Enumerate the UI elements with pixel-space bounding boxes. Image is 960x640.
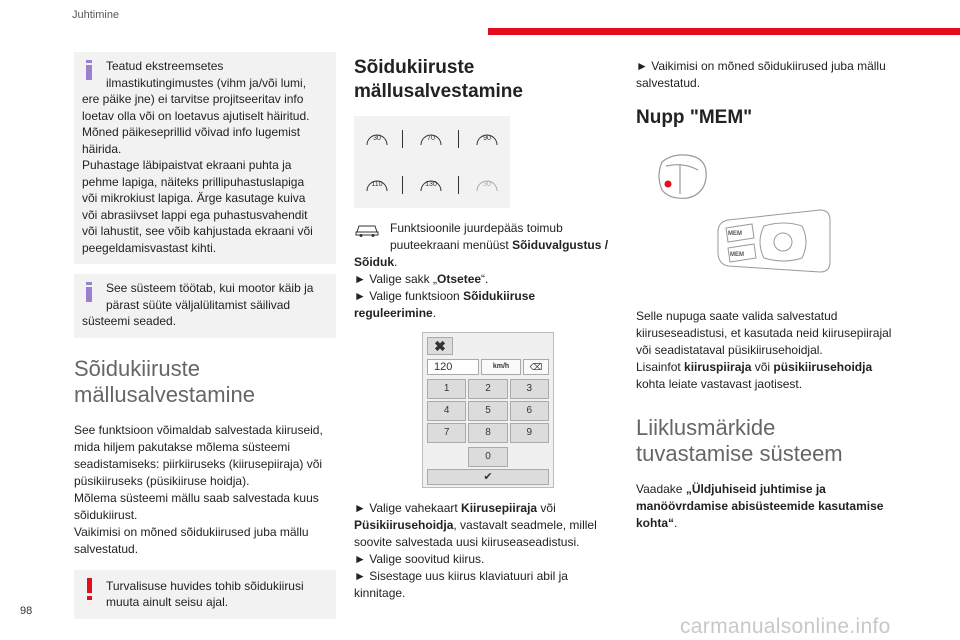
- key-0[interactable]: 0: [468, 447, 507, 467]
- key-7[interactable]: 7: [427, 423, 466, 443]
- note-line: süsteemi seaded.: [82, 314, 177, 328]
- column-left: [74, 52, 336, 629]
- separator: [458, 176, 459, 194]
- note-line: ere päike jne) ei tarvitse projitseeritav info: [82, 92, 304, 106]
- section-heading-memory: Sõidukiiruste mällusalvestamine: [74, 355, 255, 407]
- note-line: või abrasiivset lappi ega puhastusvahendit: [82, 207, 308, 222]
- see-reference: Vaadake „Üldjuhiseid juhtimise ja manöövrdamise abisüsteemide kasutamise kohta“.: [636, 482, 884, 530]
- note-line: loetav olla või on loetavus ajutiselt häiritud.: [82, 108, 310, 123]
- key-3[interactable]: 3: [510, 379, 549, 399]
- note-line: Teatud ekstreemsetes: [106, 59, 224, 73]
- column-middle: [354, 56, 616, 602]
- column-right: [636, 58, 898, 532]
- confirm-icon[interactable]: ✔: [427, 469, 549, 485]
- steering-wheel-icon: [644, 142, 844, 282]
- mem-label-top: MEM: [728, 231, 742, 237]
- note-line: või lahustit, see võib kahjustada ekraani või: [82, 224, 313, 238]
- header-accent-bar: [488, 28, 960, 35]
- separator: [402, 176, 403, 194]
- speed-gauge-icon: 110: [364, 174, 390, 194]
- info-note-settings: [74, 274, 336, 338]
- note-line: muuta ainult seisu ajal.: [106, 595, 229, 609]
- speed-gauge-icon: 130: [418, 174, 444, 194]
- numeric-keypad: [427, 379, 549, 443]
- speed-gauge-icon: 90: [474, 128, 500, 148]
- key-4[interactable]: 4: [427, 401, 466, 421]
- access-instruction-cont: Sõiduk. ► Valige sakk „Otsetee“. ► Valige funktsioon Sõidukiiruse reguleerimine.: [354, 255, 536, 320]
- tab-instructions: ► Valige vahekaart Kiirusepiiraja või Püsikiirusehoidja, vastavalt seadmele, millel soovite salvestada uusi kiiruseaseadistusi. ► Valige soovitud kiirus. ► Sisestage uus kiirus klaviatuuri abil ja kinnitage.: [354, 501, 597, 600]
- speed-gauge-icon: 30: [364, 128, 390, 148]
- speed-keypad-screen: [422, 332, 554, 488]
- note-line: pärast süüte väljalülitamist säilivad: [106, 297, 291, 312]
- speed-display: [427, 359, 549, 375]
- speed-value: 120: [427, 359, 479, 375]
- key-1[interactable]: 1: [427, 379, 466, 399]
- traffic-sign-heading: Liiklusmärkide tuvastamise süsteem: [636, 415, 843, 466]
- section-label: Juhtimine: [72, 9, 120, 21]
- key-5[interactable]: 5: [468, 401, 507, 421]
- mem-label-side: MEM: [730, 252, 744, 258]
- section-heading-memory-bold: Sõidukiiruste mällusalvestamine: [354, 57, 523, 102]
- note-line: peegeldamisvastast kihti.: [82, 240, 217, 255]
- default-speeds-note: ► Vaikimisi on mõned sõidukiirused juba mällu salvestatud.: [636, 59, 886, 90]
- mem-button-heading: Nupp "MEM": [636, 107, 753, 128]
- memory-description: See funktsioon võimaldab salvestada kiiruseid, mida hiljem pakutakse mõlema süsteemi seadistamiseks: piirkiiruseks (kiirusepiiraja) või püsikiiruseks (püsikiiruse hoidja). Mõlema süsteemi mällu saab salvestada kuus sõidukiirust. Vaikimisi on mõned sõidukiirused juba mällu salvestatud.: [74, 422, 323, 556]
- key-9[interactable]: 9: [510, 423, 549, 443]
- page-number: 98: [20, 605, 33, 617]
- note-line: ilmastikutingimustes (vihm ja/või lumi,: [106, 75, 307, 90]
- mem-button-illustration: [644, 142, 844, 282]
- note-line: või mikrokiust lapiga. Ärge kasutage kuiva: [82, 191, 306, 205]
- note-line: Mõned päikeseprillid võivad info lugemist: [82, 125, 301, 139]
- speed-memory-illustration: [354, 116, 510, 208]
- car-icon: [354, 222, 380, 238]
- zero-row: [427, 447, 549, 467]
- access-instruction: Funktsioonile juurdepääs toimub puuteekraani menüüst Sõiduvalgustus /: [354, 220, 616, 254]
- note-line: Puhastage läbipaistvat ekraani puhta ja: [82, 158, 292, 172]
- warning-note: [74, 570, 336, 619]
- key-2[interactable]: 2: [468, 379, 507, 399]
- note-line: häirida.: [82, 141, 122, 156]
- note-line: pehme lapiga, näiteks prillipuhastuslapiga: [82, 174, 305, 189]
- note-line: See süsteem töötab, kui mootor käib ja: [106, 281, 314, 295]
- info-note-hud: [74, 52, 336, 264]
- unit-label: km/h: [481, 359, 521, 375]
- note-line: Turvalisuse huvides tohib sõidukiirusi: [106, 578, 304, 593]
- mem-description: Selle nupuga saate valida salvestatud kiiruseseadistusi, et kasutada neid kiirusepiirajal või seadistataval püsikiirusehoidjal. Lisainfot kiiruspiiraja või püsikiirusehoidja kohta leiate vastavast jaotisest.: [636, 309, 892, 391]
- warning-icon: [87, 578, 92, 600]
- info-icon: [86, 282, 92, 302]
- close-icon[interactable]: ✖: [427, 337, 453, 355]
- info-icon: [86, 60, 92, 80]
- watermark: carmanualsonline.info: [680, 615, 891, 638]
- backspace-icon[interactable]: ⌫: [523, 359, 549, 375]
- separator: [458, 130, 459, 148]
- speed-gauge-icon: 70: [418, 128, 444, 148]
- separator: [402, 130, 403, 148]
- key-6[interactable]: 6: [510, 401, 549, 421]
- key-8[interactable]: 8: [468, 423, 507, 443]
- speed-gauge-icon: 30: [474, 174, 500, 194]
